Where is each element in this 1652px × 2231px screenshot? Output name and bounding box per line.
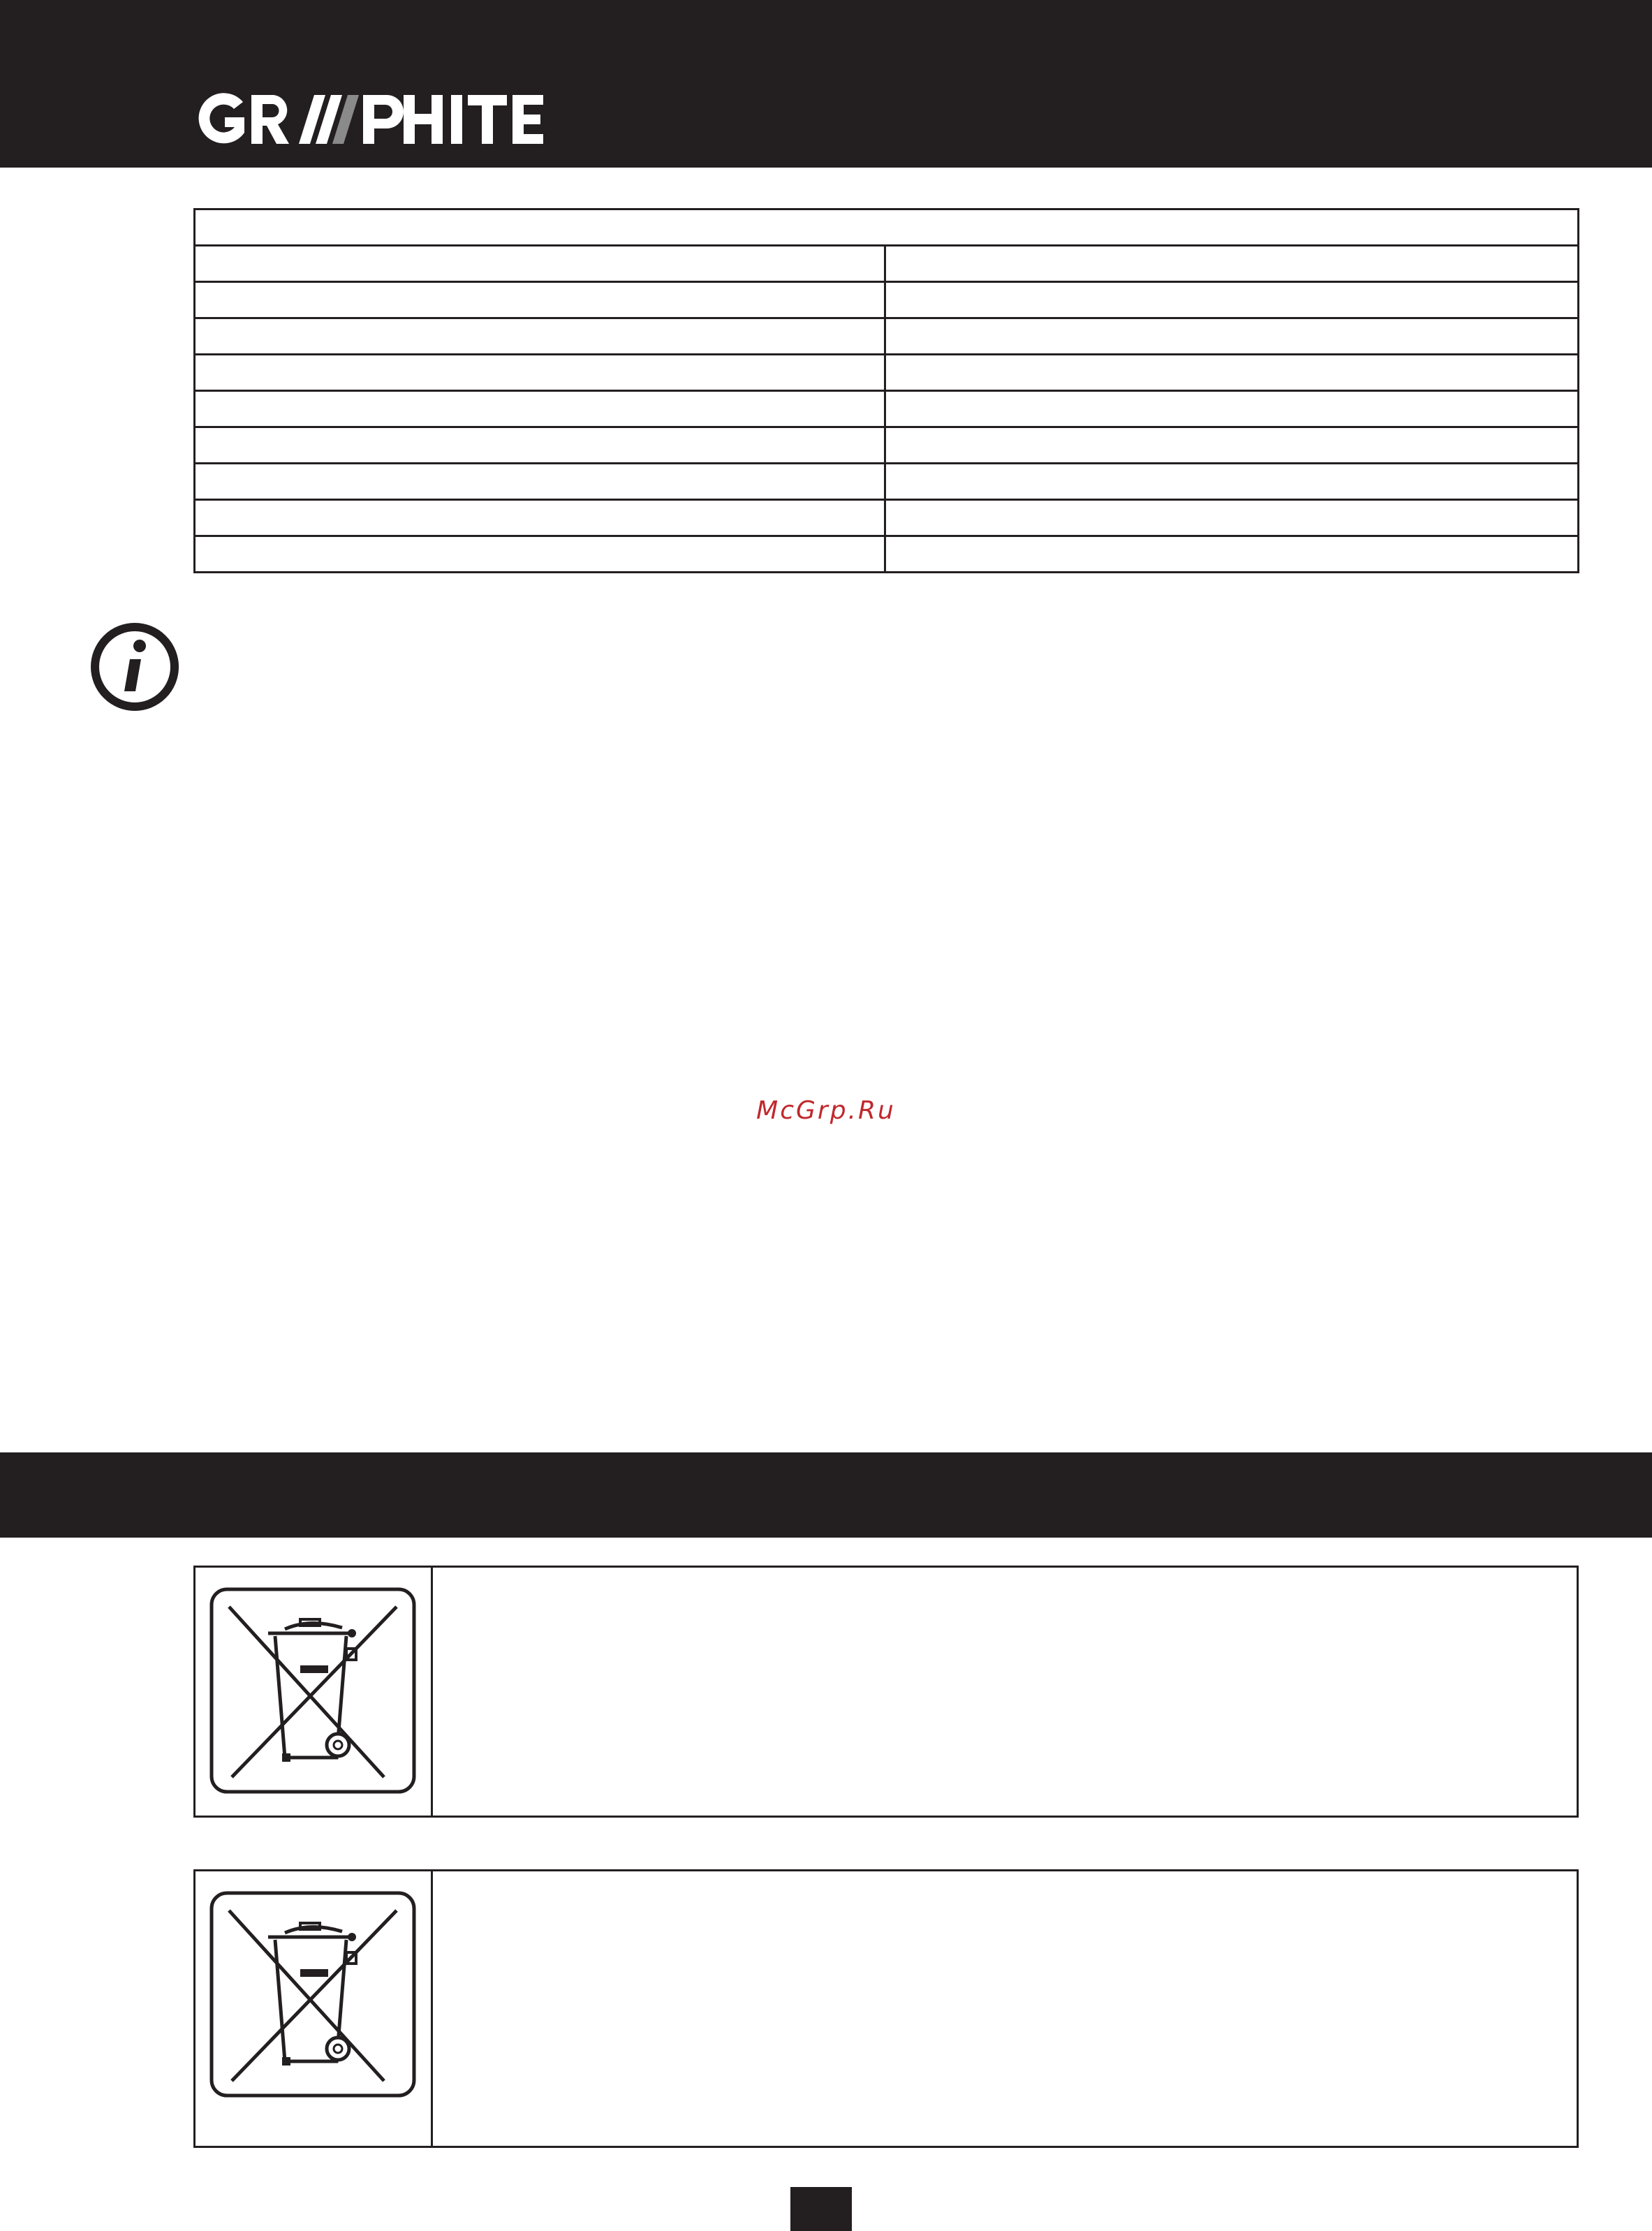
crossed-out-wheelie-bin-icon	[209, 1587, 416, 1794]
specification-table	[193, 208, 1579, 573]
disposal-notice-box	[193, 1566, 1579, 1818]
page-number-block	[790, 2187, 852, 2231]
disposal-notice-box	[193, 1869, 1579, 2148]
table-cell	[885, 318, 1579, 355]
text-cell	[433, 1871, 1577, 2146]
table-cell	[195, 246, 885, 282]
text-cell	[433, 1568, 1577, 1816]
table-cell	[885, 464, 1579, 500]
header-bar	[0, 0, 1652, 168]
table-header-row	[195, 209, 1579, 246]
table-row	[195, 355, 1579, 391]
info-icon	[89, 621, 180, 712]
table-row	[195, 536, 1579, 573]
table-cell	[195, 282, 885, 318]
table-cell	[885, 427, 1579, 464]
table-cell	[195, 391, 885, 427]
watermark-text: McGrp.Ru	[756, 1096, 896, 1125]
section-bar	[0, 1452, 1652, 1538]
table-cell	[195, 318, 885, 355]
graphite-logo	[196, 89, 545, 149]
table-cell	[195, 500, 885, 536]
icon-cell	[196, 1568, 433, 1816]
table-cell	[195, 355, 885, 391]
table-row	[195, 282, 1579, 318]
table-cell	[885, 282, 1579, 318]
table-row	[195, 391, 1579, 427]
table-row	[195, 427, 1579, 464]
table-cell	[885, 355, 1579, 391]
table-cell	[885, 391, 1579, 427]
table-row	[195, 464, 1579, 500]
table-cell	[195, 209, 1579, 246]
table-cell	[885, 500, 1579, 536]
table-row	[195, 246, 1579, 282]
icon-cell	[196, 1871, 433, 2146]
table-cell	[885, 536, 1579, 573]
table-cell	[885, 246, 1579, 282]
table-cell	[195, 536, 885, 573]
table-row	[195, 500, 1579, 536]
table-row	[195, 318, 1579, 355]
table-cell	[195, 427, 885, 464]
crossed-out-wheelie-bin-icon	[209, 1891, 416, 2098]
brand-name	[0, 0, 1, 1]
table-cell	[195, 464, 885, 500]
